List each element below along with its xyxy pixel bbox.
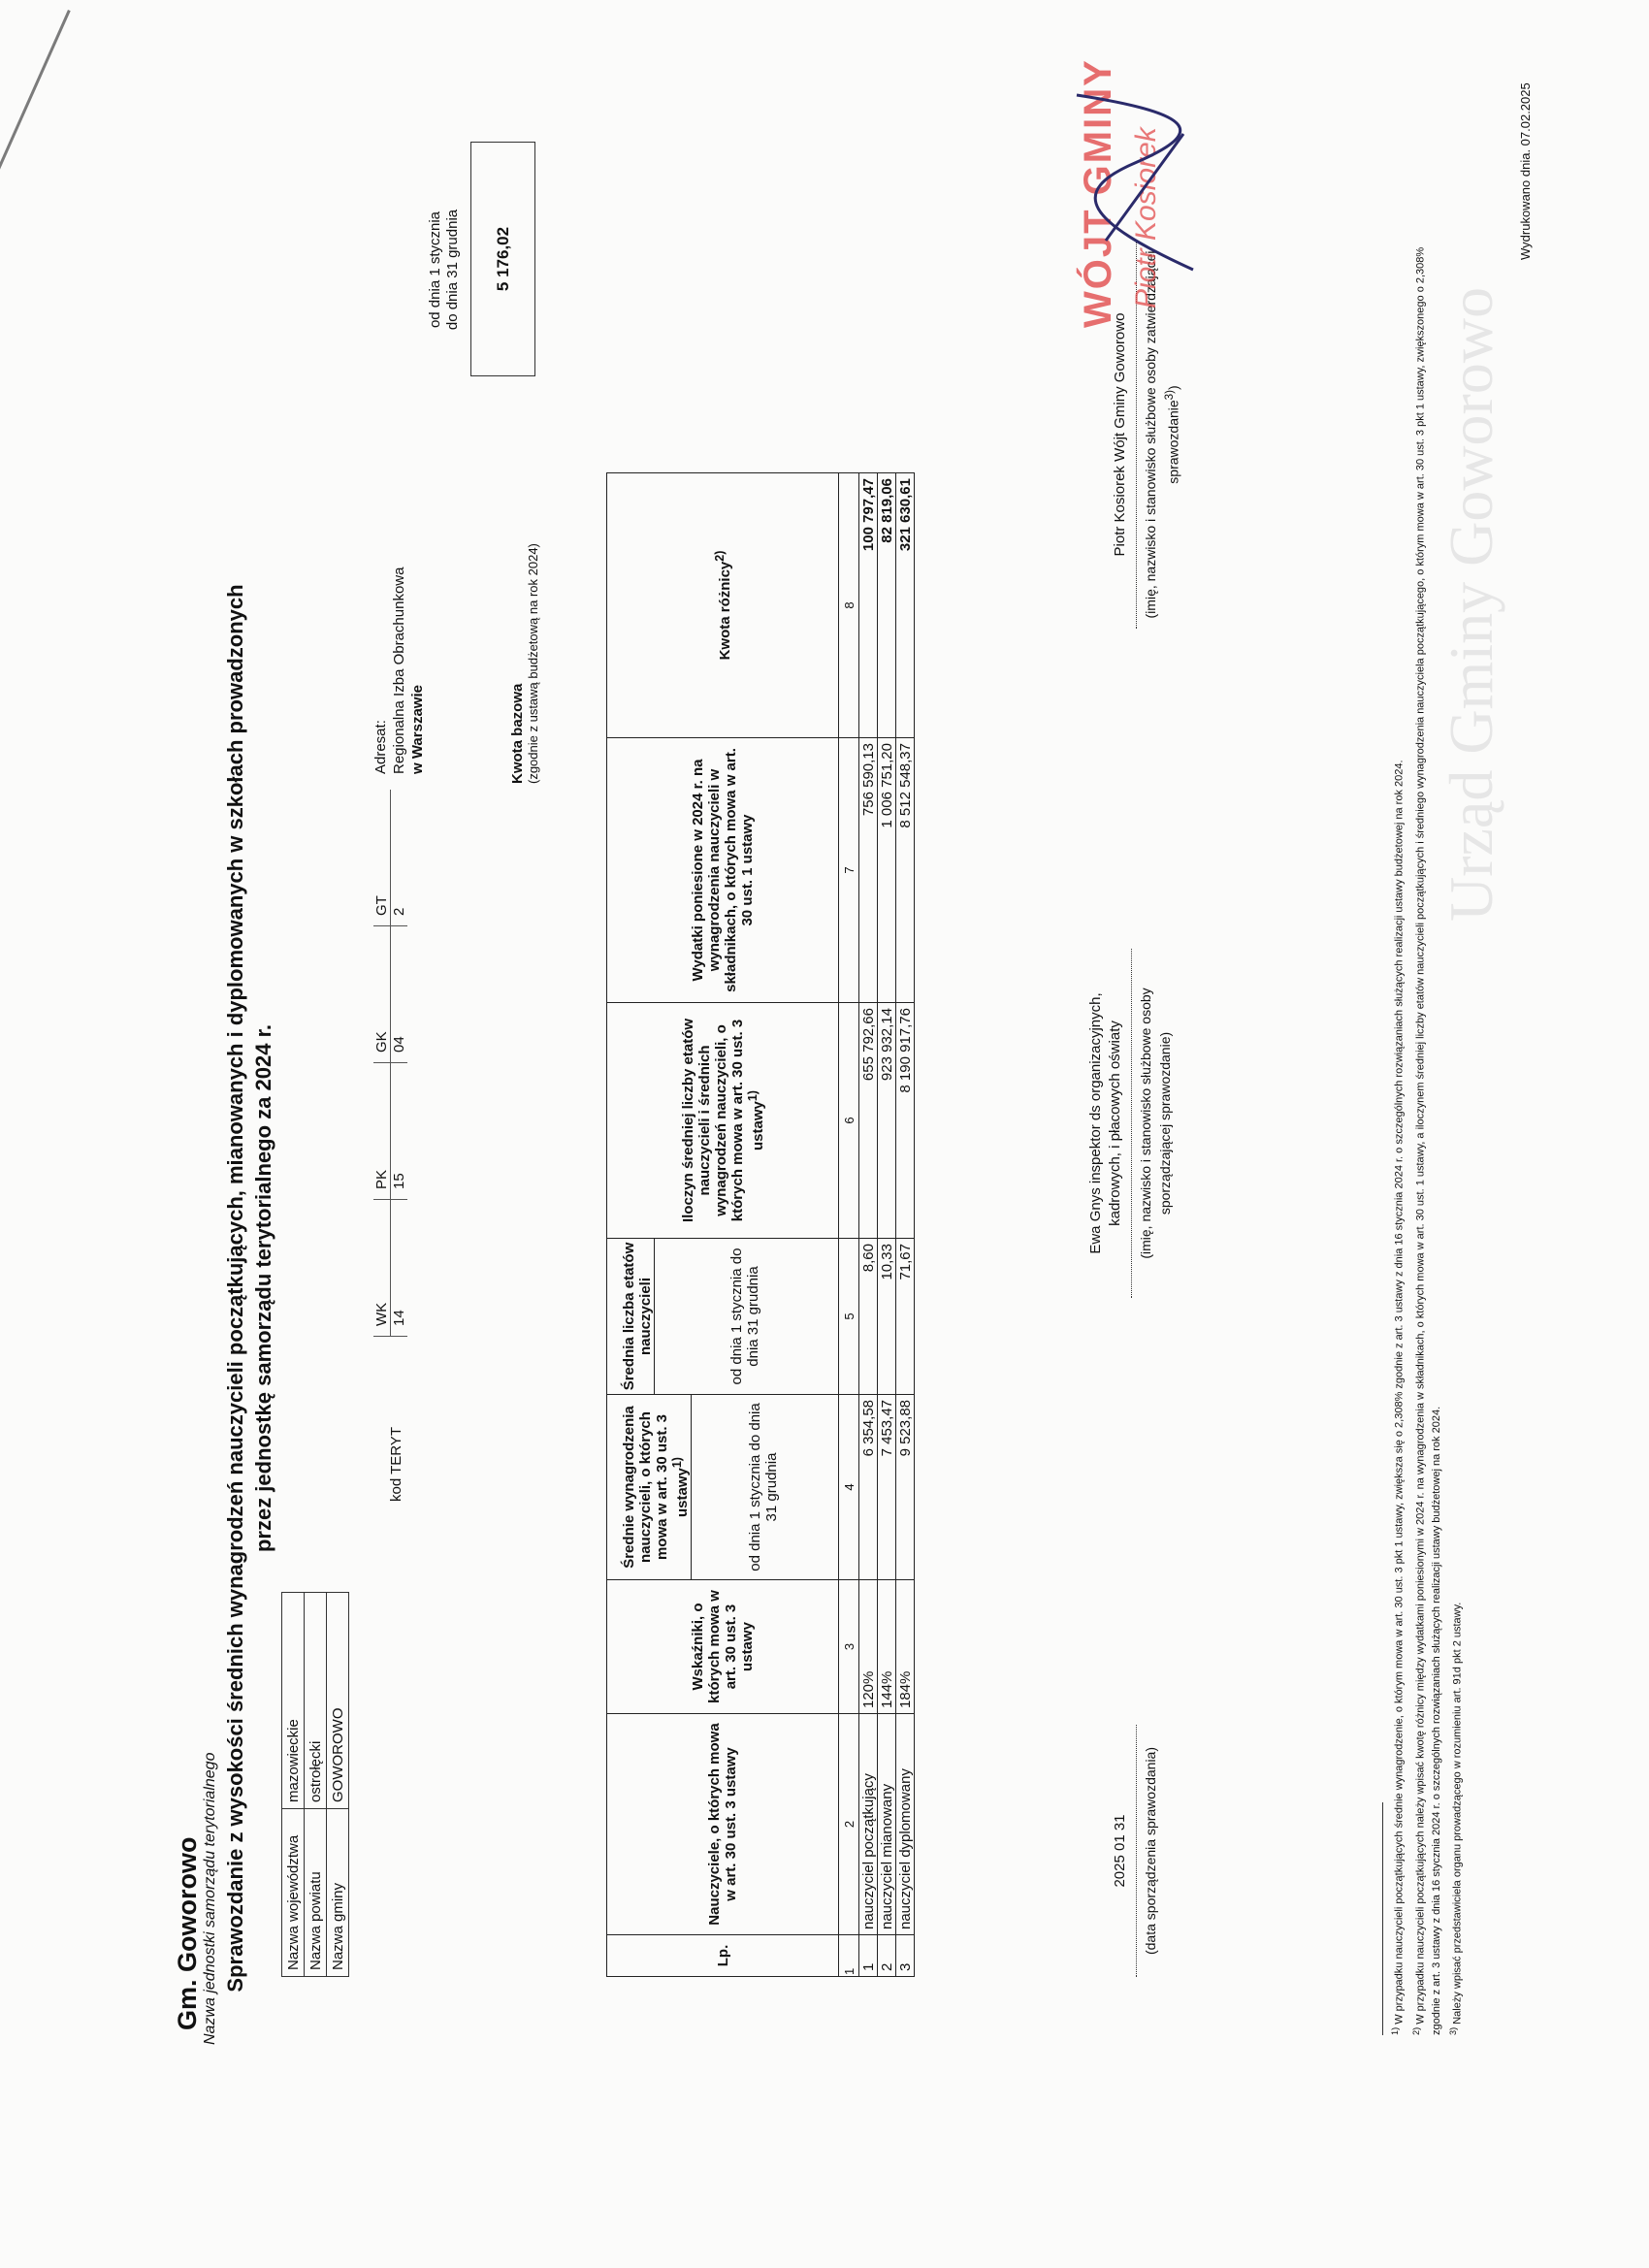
- footnote-rule: [1382, 1802, 1383, 2035]
- footnote-number: 3): [1448, 2026, 1459, 2035]
- kwota-bazowa-note: (zgodnie z ustawą budżetową na rok 2024): [526, 543, 540, 784]
- footnotes: [1382, 231, 1467, 2035]
- period-line2: do dnia 31 grudnia: [444, 209, 461, 331]
- info-label: Nazwa województwa: [282, 1809, 305, 1977]
- preparer-line2: kadrowych, i płacowych oświaty: [1107, 1021, 1123, 1226]
- column-number: 7: [839, 738, 859, 1003]
- cell-ratio: 120%: [859, 1580, 878, 1714]
- footnote-item: [1408, 231, 1446, 2035]
- addressee-line1: Regionalna Izba Obrachunkowa: [391, 567, 407, 774]
- column-number: 2: [839, 1714, 859, 1935]
- teryt-header: GK: [373, 926, 391, 1063]
- date-value: 2025 01 31: [1112, 1814, 1128, 1888]
- rotated-document: [0, 8, 1639, 2268]
- stamp-signature-name: Piotr Kosiorek: [1130, 127, 1162, 308]
- info-value: mazowieckie: [282, 1593, 305, 1809]
- teryt-value: 14: [391, 1200, 408, 1337]
- table-row: [859, 473, 878, 1977]
- cell-lp: 3: [896, 1935, 915, 1977]
- column-number: 8: [839, 473, 859, 738]
- cell-avg-fte: 8,60: [859, 1239, 878, 1395]
- cell-product: 923 932,14: [878, 1003, 896, 1239]
- teryt-value: 2: [391, 790, 408, 926]
- preparer-line1: Ewa Gnys inspektor ds organizacyjnych,: [1087, 992, 1104, 1254]
- cell-difference: 100 797,47: [859, 473, 878, 738]
- preparer-caption: (imię, nazwisko i stanowisko służbowe osoby sporządzającej sprawozdanie): [1138, 988, 1173, 1259]
- addressee-label: Adresat:: [372, 720, 389, 774]
- preparer-dotline: [1131, 949, 1132, 1298]
- kod-teryt-label: kod TERYT: [388, 1427, 404, 1502]
- unit-name: Gm. Goworowo: [173, 1836, 202, 2030]
- col-teachers-header: Nauczyciele, o których mowa w art. 30 ust. 3 ustawy: [607, 1714, 839, 1935]
- cell-avg-salary: 7 453,47: [878, 1395, 896, 1580]
- table-row: [896, 473, 915, 1977]
- teryt-grid: [373, 790, 407, 1337]
- column-number: 5: [839, 1239, 859, 1395]
- approver-caption-sup: 3): [1163, 389, 1176, 401]
- cell-difference: 82 819,06: [878, 473, 896, 738]
- col-ratios-header: Wskaźniki, o których mowa w art. 30 ust. 3 ustawy: [607, 1580, 839, 1714]
- admin-info-table: [281, 1592, 349, 1977]
- cell-expenses: 756 590,13: [859, 738, 878, 1003]
- cell-avg-fte: 10,33: [878, 1239, 896, 1395]
- column-number: 6: [839, 1003, 859, 1239]
- cell-ratio: 144%: [878, 1580, 896, 1714]
- addressee: [372, 567, 427, 774]
- footnote-number: 2): [1410, 2026, 1421, 2035]
- footnote-text: W przypadku nauczycieli początkujących należy wpisać kwotę różnicy między wydatkami poniesionymi w 2024 r. na wynagrodzenia w składnikach, o których mowa w art. 30 ust. 1 ustawy, a iloczynem średniej liczby etatów nauczycieli początkujących i średniego wynagrodzenia nauczyciela początkującego, o którym mowa w art. 30 ust. 3 pkt 1 ustawy, zwiększonego o 2,308% zgodnie z art. 3 ustawy z dnia 16 stycznia 2024 r. o szczególnych rozwiązaniach służących realizacji ustawy budżetowej na rok 2024.: [1414, 246, 1443, 2035]
- col-avg-fte-header: [607, 1239, 839, 1395]
- date-signature: [1111, 1725, 1160, 1977]
- approver-caption-wrap: (imię, nazwisko i stanowisko służbowe osoby zatwierdzającej sprawozdanie$^{3)}$): [1143, 250, 1181, 619]
- avg-salary-period: od dnia 1 stycznia do dnia 31 grudnia: [691, 1395, 834, 1579]
- info-row: [305, 1593, 327, 1977]
- handwritten-signature: [1048, 85, 1212, 279]
- col-difference-header: [607, 473, 839, 738]
- col-product-header: [607, 1003, 839, 1239]
- official-stamp: WÓJT GMINY: [1077, 58, 1119, 328]
- col-lp-header: Lp.: [607, 1935, 839, 1977]
- teryt-value: 04: [391, 926, 408, 1063]
- cell-name: nauczyciel dyplomowany: [896, 1714, 915, 1935]
- date-caption: (data sporządzenia sprawozdania): [1143, 1747, 1158, 1956]
- cell-lp: 1: [859, 1935, 878, 1977]
- column-number: 3: [839, 1580, 859, 1714]
- difference-sup: 2): [712, 550, 727, 562]
- preparer-signature: [1086, 949, 1175, 1298]
- report-title-line2: przez jednostkę samorządu terytorialnego za 2024 r.: [251, 1023, 275, 1553]
- info-row: [327, 1593, 349, 1977]
- column-number-row: [839, 473, 859, 1977]
- avg-fte-period: od dnia 1 stycznia do dnia 31 grudnia: [654, 1239, 834, 1394]
- column-number: 4: [839, 1395, 859, 1580]
- footnote-text: W przypadku nauczycieli początkujących średnie wynagrodzenie, o którym mowa w art. 30 ust. 3 pkt 1 ustawy, zwiększa się o 2,308% zgodnie z art. 3 ustawy z dnia 16 stycznia 2024 r. o szczególnych rozwiązaniach służących realizacji ustawy budżetowej na rok 2024.: [1393, 760, 1406, 2025]
- info-value: ostrołęcki: [305, 1593, 327, 1809]
- info-label: Nazwa powiatu: [305, 1809, 327, 1977]
- kwota-bazowa-value: 5 176,02: [470, 142, 535, 376]
- avg-salary-title: Średnie wynagrodzenia nauczycieli, o których mowa w art. 30 ust. 3 ustawy: [621, 1406, 691, 1569]
- printed-date: Wydrukowano dnia. 07.02.2025: [1518, 82, 1533, 260]
- info-row: [282, 1593, 305, 1977]
- footnote-number: 1): [1390, 2026, 1400, 2035]
- teryt-header: PK: [373, 1063, 391, 1200]
- col-expenses-header: Wydatki poniesione w 2024 r. na wynagrodzenia nauczycieli w składnikach, o których mowa w art. 30 ust. 1 ustawy: [607, 738, 839, 1003]
- cell-lp: 2: [878, 1935, 896, 1977]
- kwota-bazowa-block: [509, 543, 540, 784]
- cell-difference: 321 630,61: [896, 473, 915, 738]
- date-dotline: [1136, 1725, 1137, 1977]
- col-avg-salary-header: [607, 1395, 839, 1580]
- product-title: Iloczyn średniej liczby etatów nauczycieli i średnich wynagrodzeń nauczycieli, o których mowa w art. 30 ust. 3 ustawy: [679, 1018, 766, 1223]
- table-row: [878, 473, 896, 1977]
- cell-avg-salary: 6 354,58: [859, 1395, 878, 1580]
- info-value: GOWOROWO: [327, 1593, 349, 1809]
- avg-salary-sup: 1): [670, 1457, 684, 1469]
- report-title: [221, 464, 277, 2113]
- teryt-value: 15: [391, 1063, 408, 1200]
- cell-product: 8 190 917,76: [896, 1003, 915, 1239]
- kwota-bazowa-period: [427, 173, 462, 367]
- approver-caption: (imię, nazwisko i stanowisko służbowe osoby zatwierdzającej sprawozdanie: [1143, 250, 1181, 619]
- info-label: Nazwa gminy: [327, 1809, 349, 1977]
- kwota-bazowa-label: Kwota bazowa: [509, 683, 526, 784]
- addressee-line2: w Warszawie: [409, 685, 426, 774]
- watermark-text: Urząd Gminy Goworowo: [1437, 286, 1505, 922]
- approver-line1: Piotr Kosiorek Wójt Gminy Goworowo: [1112, 312, 1128, 557]
- period-line1: od dnia 1 stycznia: [427, 211, 443, 329]
- cell-expenses: 8 512 548,37: [896, 738, 915, 1003]
- cell-product: 655 792,66: [859, 1003, 878, 1239]
- product-sup: 1): [745, 1090, 760, 1102]
- cell-ratio: 184%: [896, 1580, 915, 1714]
- avg-fte-title: Średnia liczba etatów nauczycieli: [621, 1242, 654, 1391]
- teryt-header: GT: [373, 790, 391, 926]
- unit-caption: Nazwa jednostki samorządu terytorialnego: [202, 1752, 218, 2045]
- cell-expenses: 1 006 751,20: [878, 738, 896, 1003]
- column-number: 1: [839, 1935, 859, 1977]
- salary-table: [606, 472, 915, 1977]
- footnote-text: Należy wpisać przedstawiciela organu prowadzącego w rozumieniu art. 91d pkt 2 ustawy.: [1451, 1602, 1464, 2025]
- cell-name: nauczyciel mianowany: [878, 1714, 896, 1935]
- teryt-header: WK: [373, 1200, 391, 1337]
- cell-avg-salary: 9 523,88: [896, 1395, 915, 1580]
- footnote-item: [1387, 231, 1408, 2035]
- cell-avg-fte: 71,67: [896, 1239, 915, 1395]
- footnote-item: [1445, 231, 1467, 2035]
- cell-name: nauczyciel początkujący: [859, 1714, 878, 1935]
- report-title-line1: Sprawozdanie z wysokości średnich wynagrodzeń nauczycieli początkujących, mianowanych i dyplomowanych w szkołach prowadzonych: [223, 584, 247, 1993]
- difference-title: Kwota różnicy: [716, 561, 733, 661]
